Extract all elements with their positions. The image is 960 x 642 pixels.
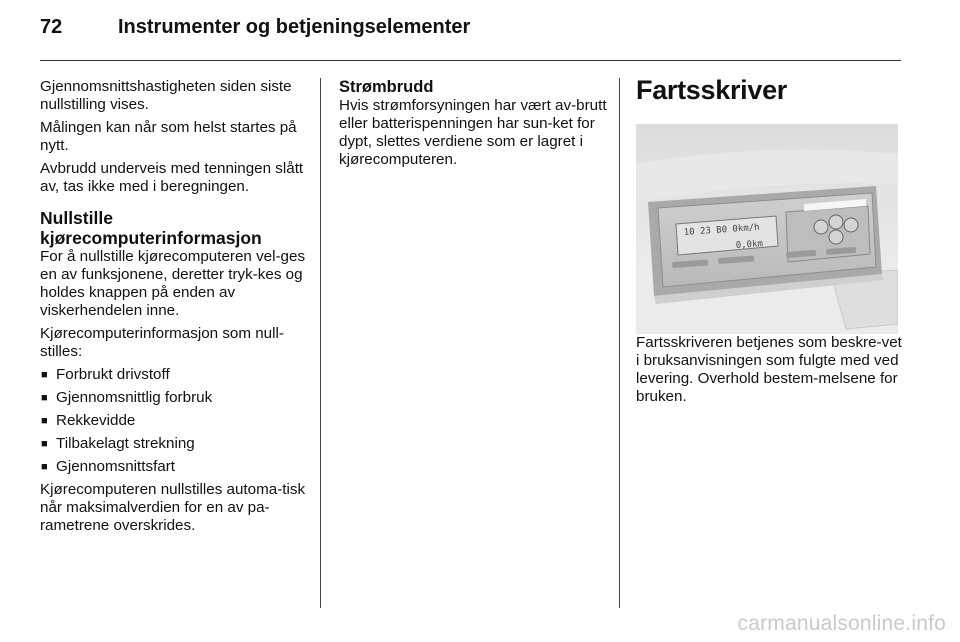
reset-items-list (40, 366, 310, 476)
list-item: ■ Rekkevidde (41, 412, 136, 429)
paragraph: Målingen kan når som helst startes på nytt. (40, 119, 297, 154)
bullet-square-icon: ■ (41, 369, 48, 381)
list-item: ■ Gjennomsnittsfart (41, 458, 176, 475)
column-divider (320, 78, 321, 608)
tachograph-illustration (636, 124, 898, 334)
paragraph: Gjennomsnittshastigheten siden siste nullstilling vises. (40, 78, 292, 113)
paragraph: Kjørecomputeren nullstilles automa-tisk når maksimalverdien for en av pa-rametrene overskrides. (40, 481, 306, 534)
column-middle (339, 78, 607, 174)
page-header (40, 16, 920, 50)
chapter-title: Instrumenter og betjeningselementer (118, 16, 471, 38)
list-item: ■ Forbrukt drivstoff (41, 366, 170, 383)
watermark: carmanualsonline.info (737, 612, 946, 635)
tachograph-display-line2: 0,0km (735, 239, 764, 251)
bullet-square-icon: ■ (41, 415, 48, 427)
column-divider (619, 78, 620, 608)
paragraph: For å nullstille kjørecomputeren vel-ges en av funksjonene, deretter tryk-kes og holdes knappen på enden av viskerhendelen inne. (40, 248, 306, 319)
bullet-square-icon: ■ (41, 392, 48, 404)
tachograph-display-line1: 10 23 B0 0km/h (683, 222, 760, 238)
section-heading-reset: Nullstille kjørecomputerinformasjon (40, 208, 262, 248)
page-number: 72 (40, 16, 63, 38)
header-rule (40, 60, 901, 61)
bullet-square-icon: ■ (41, 438, 48, 450)
figure-caption: Fartsskriveren betjenes som beskre-vet i bruksanvisningen som fulgte med ved levering. Overhold bestem-melsene for bruken. (636, 334, 902, 405)
list-item: ■ Gjennomsnittlig forbruk (41, 389, 213, 406)
list-item: ■ Tilbakelagt strekning (41, 435, 195, 452)
paragraph: Avbrudd underveis med tenningen slått av, tas ikke med i beregningen. (40, 160, 304, 195)
paragraph: Kjørecomputerinformasjon som null-stilles: (40, 325, 284, 360)
paragraph: Hvis strømforsyningen har vært av-brutt eller batterispenningen har sun-ket for dypt, slettes verdiene som er lagret i kjørecomputeren. (339, 97, 607, 168)
section-title-tachograph: Fartsskriver (636, 75, 788, 105)
column-left (40, 78, 310, 540)
tachograph-image (636, 124, 898, 334)
section-heading-power-loss: Strømbrudd (339, 78, 434, 96)
bullet-square-icon: ■ (41, 461, 48, 473)
column-right (636, 75, 902, 411)
